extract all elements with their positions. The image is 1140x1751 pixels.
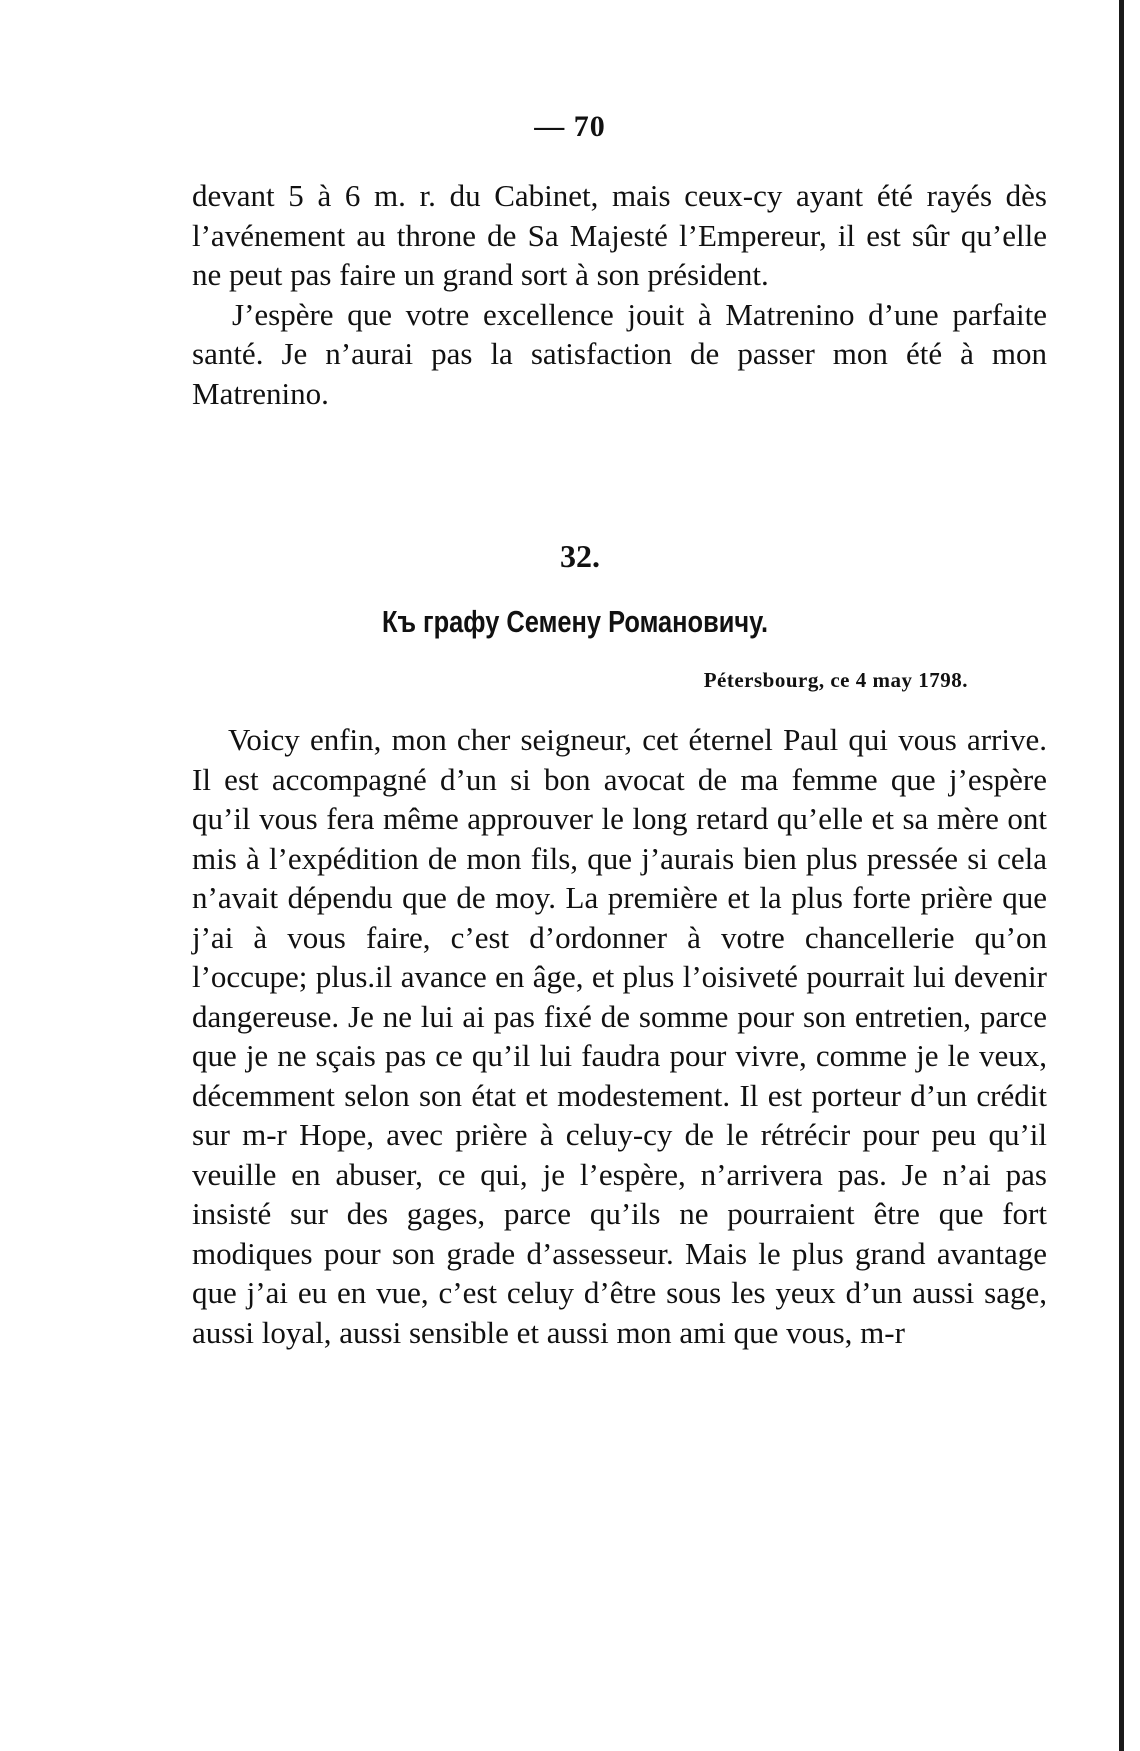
previous-letter-paragraph-2: J’espère que votre excellence jouit à Matrenino d’une parfaite santé. Je n’aurai pas la satisfaction de passer mon été à mon Matrenino. (192, 296, 1047, 411)
previous-letter-text (192, 176, 1047, 413)
scan-edge-shadow (1119, 0, 1124, 1751)
previous-letter-paragraph-1: devant 5 à 6 m. r. du Cabinet, mais ceux-cy ayant été rayés dès l’avénement au throne de Sa Majesté l’Empereur, il est sûr qu’elle ne peut pas faire un grand sort à son président. (192, 178, 1047, 292)
letter-body-paragraph: Voicy enfin, mon cher seigneur, cet éternel Paul qui vous arrive. Il est accompagné d’un si bon avocat de ma femme que j’espère qu’il vous fera même approuver le long retard qu’elle et sa mère ont mis à l’expédition de mon fils, que j’aurais bien plus pressée si cela n’avait dépendu que de moy. La première et la plus forte prière que j’ai à vous faire, c’est d’ordonner à votre chancellerie qu’on l’occupe; plus.il avance en âge, et plus l’oisiveté pourrait lui devenir dangereuse. Je ne lui ai pas fixé de somme pour son entretien, parce que je ne sçais pas ce qu’il lui faudra pour vivre, comme je le veux, décemment selon son état et modestement. Il est porteur d’un crédit sur m-r Hope, avec prière à celuy-cy de le rétrécir pour peu qu’il veuille en abuser, ce qui, je l’espère, n’arrivera pas. Je n’ai pas insisté sur des gages, parce qu’ils ne pourraient être que fort modiques pour son grade d’assesseur. Mais le plus grand avantage que j’ai eu en vue, c’est celuy d’être sous les yeux d’un aussi sage, aussi loyal, aussi sensible et aussi mon ami que vous, m-r (192, 722, 1047, 1350)
letter-heading: Къ графу Семену Романовичу. (381, 604, 769, 639)
letter-body (192, 720, 1047, 1352)
letter-dateline: Pétersbourg, ce 4 may 1798. (703, 668, 968, 692)
letter-number: 32. (560, 538, 600, 574)
page-number: — 70 (534, 110, 606, 143)
